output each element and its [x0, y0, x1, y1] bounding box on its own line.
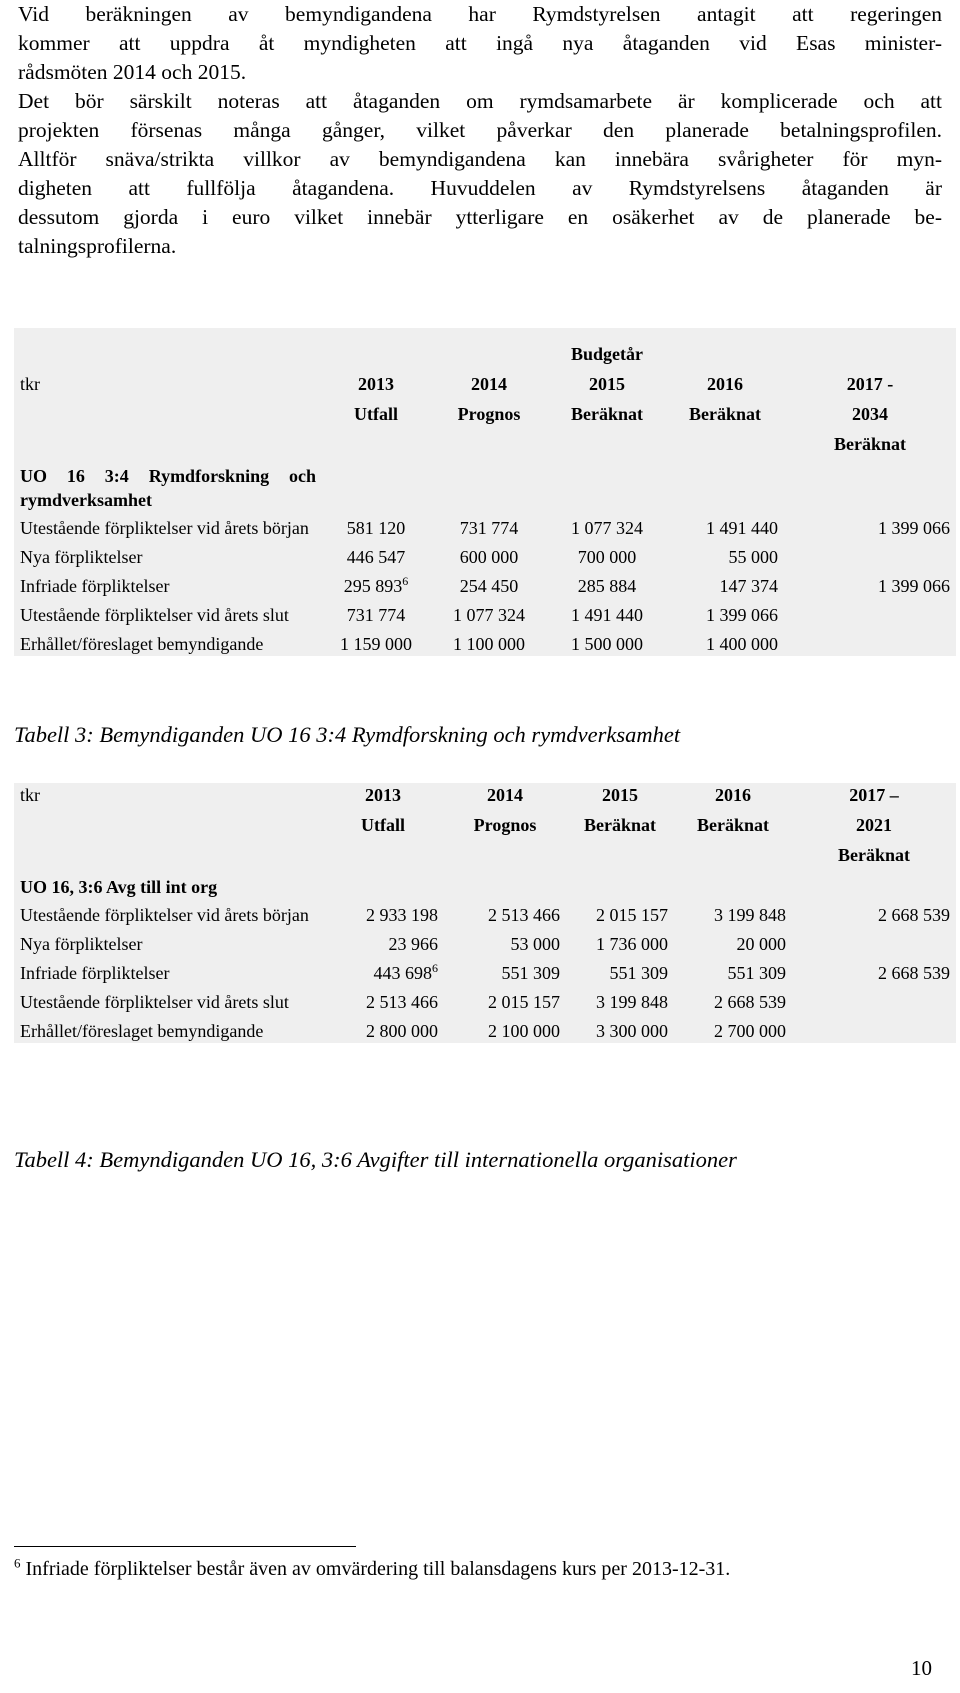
section-label: UO 16 3:4 Rymdforskning och rymdverksamhet — [14, 460, 322, 512]
cell-value: 1 736 000 — [566, 927, 674, 956]
footnote — [14, 1555, 731, 1581]
cell-value: 2 668 539 — [792, 899, 956, 927]
footnote-text: Infriade förpliktelser består även av omvärdering till balansdagens kurs per 2013-12-31. — [20, 1558, 731, 1580]
cell-value: 2 800 000 — [322, 1014, 444, 1043]
text-line: dessutom gjorda i euro vilket innebär ytterligare en osäkerhet av de planerade be- — [18, 205, 942, 229]
text-line: talningsprofilerna. — [18, 234, 177, 258]
paragraph-notes — [18, 87, 942, 261]
cell-value: 2 513 466 — [322, 985, 444, 1014]
text-line: Det bör särskilt noteras att åtaganden om rymdsamarbete är komplicerade och att — [18, 89, 942, 113]
cell-value: 2 100 000 — [444, 1014, 566, 1043]
cell-value: 3 199 848 — [566, 985, 674, 1014]
text-line: rådsmöten 2014 och 2015. — [18, 60, 247, 84]
cell-value: 2 513 466 — [444, 899, 566, 927]
row-label: Utestående förpliktelser vid årets början — [14, 899, 322, 927]
cell-value: 1 491 440 — [666, 512, 784, 540]
table-row — [14, 512, 956, 540]
unit-label: tkr — [14, 328, 322, 460]
cell-value — [784, 540, 956, 569]
table-section-row — [14, 871, 956, 899]
paragraph-intro — [18, 0, 942, 87]
cell-value: 1 500 000 — [548, 627, 666, 656]
page-number: 10 — [911, 1656, 932, 1680]
cell-value: 551 309 — [674, 956, 792, 985]
table-row — [14, 899, 956, 927]
header-year: 2013 Utfall — [322, 783, 444, 871]
cell-value: 1 400 000 — [666, 627, 784, 656]
row-label: Infriade förpliktelser — [14, 569, 322, 598]
table-row — [14, 569, 956, 598]
cell-value — [792, 927, 956, 956]
row-label: Utestående förpliktelser vid årets början — [14, 512, 322, 540]
table-row — [14, 540, 956, 569]
table-row — [14, 985, 956, 1014]
text-line: digheten att fullfölja åtagandena. Huvuddelen av Rymdstyrelsens åtaganden är — [18, 176, 942, 200]
cell-value: 1 100 000 — [430, 627, 548, 656]
header-year: 2017 - 2034 Beräknat — [784, 328, 956, 460]
row-label: Nya förpliktelser — [14, 927, 322, 956]
cell-value: 731 774 — [322, 598, 430, 627]
table-caption: Tabell 4: Bemyndiganden UO 16, 3:6 Avgifter till internationella organisationer — [14, 1147, 737, 1172]
header-year: 2014 Prognos — [430, 328, 548, 460]
table-authorizations-3-4 — [14, 328, 956, 656]
cell-value: 147 374 — [666, 569, 784, 598]
table-authorizations-3-6 — [14, 783, 956, 1043]
cell-value: 285 884 — [548, 569, 666, 598]
cell-value: 1 399 066 — [666, 598, 784, 627]
footnote-ref: 6 — [432, 961, 438, 975]
text-line: Vid beräkningen av bemyndigandena har Rymdstyrelsen antagit att regeringen — [18, 2, 942, 26]
cell-value: 446 547 — [322, 540, 430, 569]
cell-value: 443 $698^6$ — [322, 956, 444, 985]
cell-value: 3 199 848 — [674, 899, 792, 927]
cell-value: 731 774 — [430, 512, 548, 540]
cell-value: 551 309 — [566, 956, 674, 985]
footnote-ref: 6 — [402, 574, 409, 588]
cell-value: 700 000 — [548, 540, 666, 569]
section-label: UO 16, 3:6 Avg till int org — [14, 871, 322, 899]
cell-value: 53 000 — [444, 927, 566, 956]
cell-value: 2 015 157 — [444, 985, 566, 1014]
table-header-row — [14, 783, 956, 871]
table-row — [14, 927, 956, 956]
row-label: Nya förpliktelser — [14, 540, 322, 569]
cell-value — [792, 1014, 956, 1043]
row-label: Erhållet/föreslaget bemyndigande — [14, 1014, 322, 1043]
cell-value: 551 309 — [444, 956, 566, 985]
unit-label: tkr — [14, 783, 322, 871]
budget-label: Budgetår — [571, 344, 643, 364]
header-year: 2016 Beräknat — [674, 783, 792, 871]
header-year: 2014 Prognos — [444, 783, 566, 871]
footnote-separator — [14, 1546, 356, 1547]
table-row — [14, 598, 956, 627]
cell-value: 1 077 324 — [430, 598, 548, 627]
footnote-mark: 6 — [14, 1555, 21, 1571]
cell-value: 2 700 000 — [674, 1014, 792, 1043]
cell-value: 2 668 539 — [792, 956, 956, 985]
header-year: 2016 Beräknat — [666, 328, 784, 460]
header-year: 2015 Beräknat — [566, 783, 674, 871]
cell-value — [784, 627, 956, 656]
cell-value: 1 491 440 — [548, 598, 666, 627]
row-label: Utestående förpliktelser vid årets slut — [14, 985, 322, 1014]
text-line: Alltför snäva/strikta villkor av bemyndigandena kan innebära svårigheter för myn- — [18, 147, 942, 171]
cell-value: 2 015 157 — [566, 899, 674, 927]
table-row — [14, 1014, 956, 1043]
table-caption: Tabell 3: Bemyndiganden UO 16 3:4 Rymdforskning och rymdverksamhet — [14, 722, 681, 747]
cell-value: 1 399 066 — [784, 569, 956, 598]
cell-value: 3 300 000 — [566, 1014, 674, 1043]
table-header-row — [14, 328, 956, 460]
table-row — [14, 627, 956, 656]
cell-value: 1 159 000 — [322, 627, 430, 656]
header-year: 2017 – 2021 Beräknat — [792, 783, 956, 871]
cell-value: 581 120 — [322, 512, 430, 540]
row-label: Erhållet/föreslaget bemyndigande — [14, 627, 322, 656]
text-line: kommer att uppdra åt myndigheten att ingå nya åtaganden vid Esas minister- — [18, 31, 942, 55]
cell-value: 600 000 — [430, 540, 548, 569]
cell-value: 254 450 — [430, 569, 548, 598]
cell-value: 295 $893^6$ — [322, 569, 430, 598]
header-year: Budgetår 2015 Beräknat — [548, 328, 666, 460]
cell-value: 55 000 — [666, 540, 784, 569]
row-label: Utestående förpliktelser vid årets slut — [14, 598, 322, 627]
cell-value — [784, 598, 956, 627]
row-label: Infriade förpliktelser — [14, 956, 322, 985]
cell-value: 20 000 — [674, 927, 792, 956]
table-row — [14, 956, 956, 985]
cell-value — [792, 985, 956, 1014]
table-section-row — [14, 460, 956, 512]
cell-value: 23 966 — [322, 927, 444, 956]
cell-value: 2 933 198 — [322, 899, 444, 927]
header-year: 2013 Utfall — [322, 328, 430, 460]
cell-value: 2 668 539 — [674, 985, 792, 1014]
cell-value: 1 077 324 — [548, 512, 666, 540]
cell-value: 1 399 066 — [784, 512, 956, 540]
text-line: projekten försenas många gånger, vilket påverkar den planerade betalningsprofilen. — [18, 118, 942, 142]
